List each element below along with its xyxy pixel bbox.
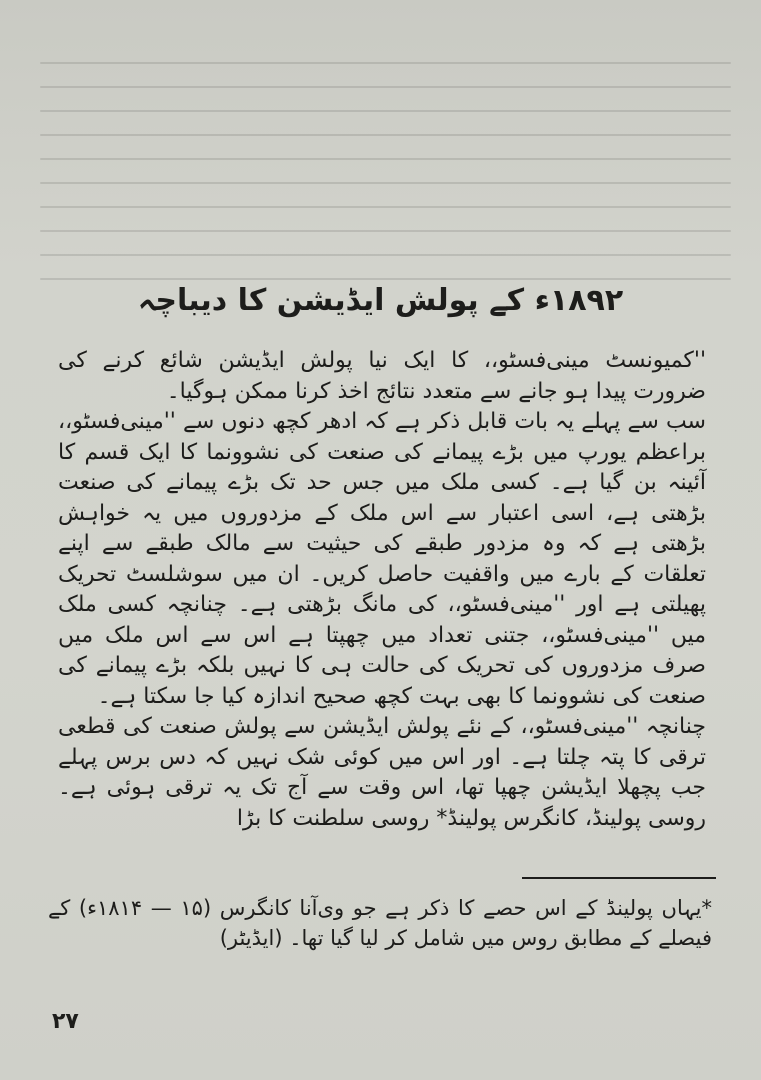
- paragraph: سب سے پہلے یہ بات قابل ذکر ہے کہ ادھر کچھ دنوں سے ''مینی‌فسٹو،، براعظم یورپ میں بڑے پیمانے کی صنعت کی نشوونما کا ایک قسم کا آئینہ بن گیا ہے۔ کسی ملک میں جس حد تک بڑے پیمانے کی صنعت بڑھتی ہے، اسی اعتبار سے اس ملک کے مزدوروں میں یہ خواہش بڑھتی ہے کہ وہ مزدور طبقے کی حیثیت سے مالک طبقے سے اپنے تعلقات کے بارے میں واقفیت حاصل کریں۔ ان میں سوشلسٹ تحریک پھیلتی ہے اور ''مینی‌فسٹو،، کی مانگ بڑھتی ہے۔ چنانچہ کسی ملک میں ''مینی‌فسٹو،، جتنی تعداد میں چھپتا ہے اس سے اس ملک میں صرف مزدوروں کی تحریک کی حالت ہی کا نہیں بلکہ بڑے پیمانے کی صنعت کی نشوونما کا بھی بہت کچھ صحیح اندازہ کیا جا سکتا ہے۔: [58, 409, 706, 709]
- body-text: [58, 346, 706, 834]
- page-title: ۱۸۹۲ء کے پولش ایڈیشن کا دیباچہ: [137, 283, 624, 318]
- paragraph: چنانچہ ''مینی‌فسٹو،، کے نئے پولش ایڈیشن سے پولش صنعت کی قطعی ترقی کا پتہ چلتا ہے۔ اور اس میں کوئی شک نہیں کہ دس برس پہلے جب پچھلا ایڈیشن چھپا تھا، اس وقت سے آج تک یہ ترقی ہوئی ہے۔ روسی پولینڈ، کانگرس پولینڈ* روسی سلطنت کا بڑا: [58, 714, 706, 831]
- paragraph: ''کمیونسٹ مینی‌فسٹو،، کا ایک نیا پولش ایڈیشن شائع کرنے کی ضرورت پیدا ہو جانے سے متعدد نتائج اخذ کرنا ممکن ہوگیا۔: [58, 348, 706, 404]
- page-number: ۲۷: [52, 1009, 79, 1034]
- footnote: *یہاں پولینڈ کے اس حصے کا ذکر ہے جو وی‌آنا کانگرس (۱۵ — ۱۸۱۴ء) کے فیصلے کے مطابق روس میں شامل کر لیا گیا تھا۔ (ایڈیٹر): [48, 896, 712, 950]
- bleed-through-text: [40, 40, 731, 290]
- footnote-divider: [522, 877, 716, 879]
